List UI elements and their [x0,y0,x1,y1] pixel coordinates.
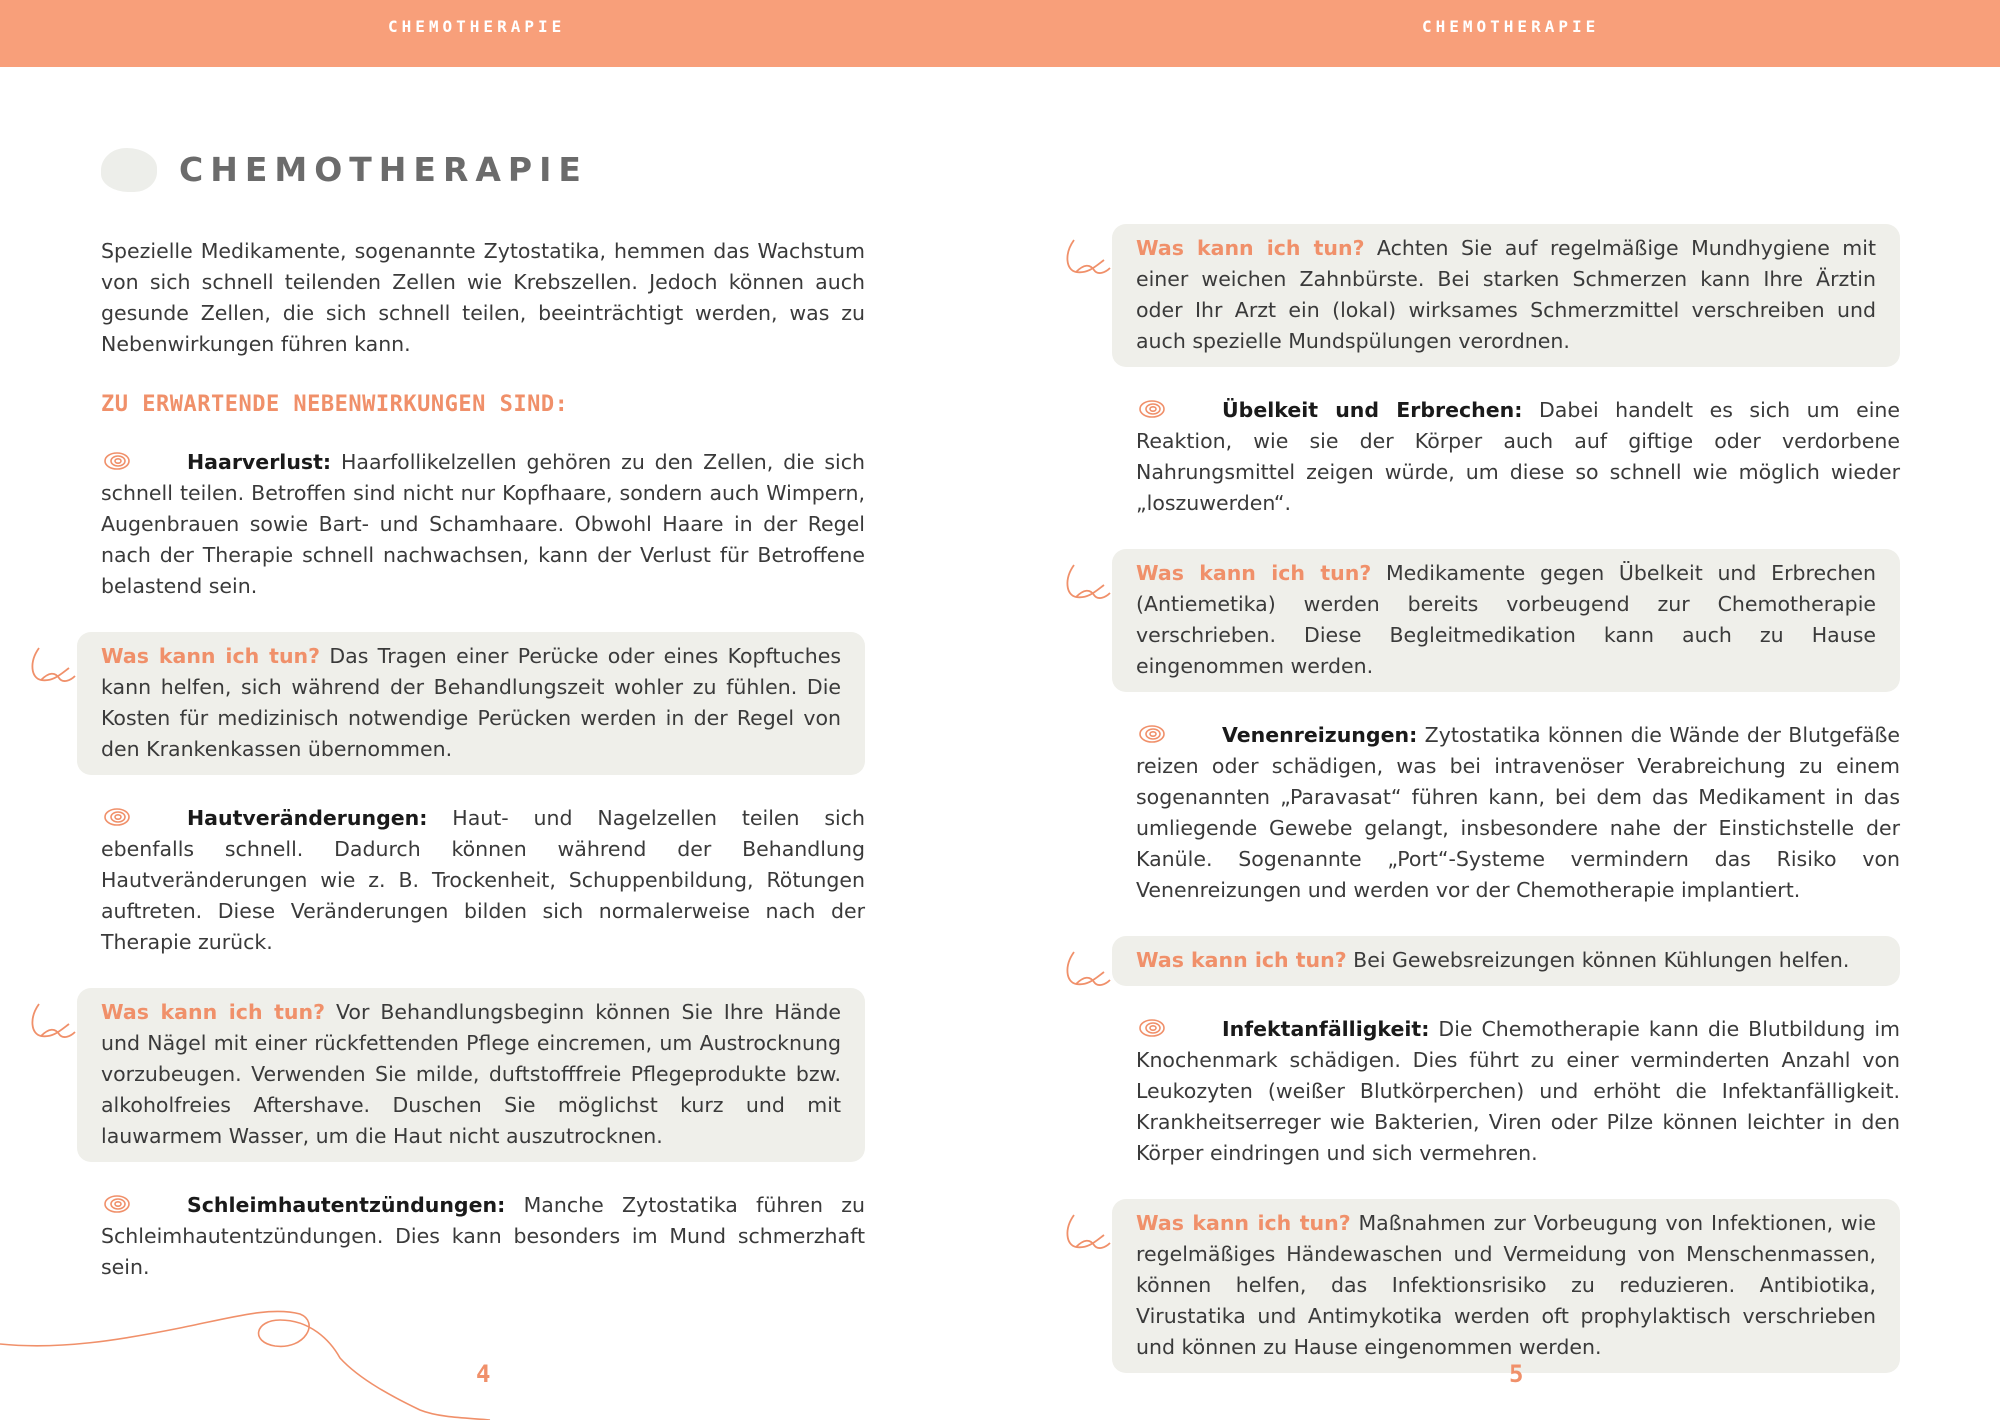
swirl-icon [101,450,133,472]
side-effect-uebelkeit [1136,395,1900,519]
tip-label: Was kann ich tun? [101,644,321,668]
side-effect-label: Hautveränderungen: [187,806,428,830]
side-effect-schleimhaut [101,1190,865,1283]
side-effect-infekt [1136,1014,1900,1169]
header-bar [0,0,2000,67]
title-blob-icon [101,148,157,192]
side-effect-label: Übelkeit und Erbrechen: [1222,398,1523,422]
decorative-wave-icon [0,1280,700,1420]
tip-label: Was kann ich tun? [1136,1211,1351,1235]
swirl-icon [1136,1017,1168,1039]
side-effect-haarverlust [101,447,865,602]
tip-text: Vor Behandlungsbeginn können Sie Ihre Hände und Nägel mit einer rückfettenden Pflege eincremen, um Austrocknung vorzubeugen. Verwenden Sie milde, duftstofffreie Pflegeprodukte bzw. alkoholfreies Aftershave. Duschen Sie möglichst kurz und mit lauwarmem Wasser, um die Haut nicht auszutrocknen. [101,1000,842,1148]
tip-text: Medikamente gegen Übelkeit und Erbrechen (Antiemetika) werden bereits vorbeugend zur Chemotherapie verschrieben. Diese Begleitmedikation kann auch zu Hause eingenommen werden. [1136,561,1877,678]
swirl-icon [1136,723,1168,745]
side-effect-text: Dabei handelt es sich um eine Reaktion, wie sie der Körper auch auf giftige oder verdorbene Nahrungsmittel zeigen würde, um diese so schnell wie möglich wieder „loszuwerden“. [1136,398,1900,515]
side-effect-venen [1136,720,1900,906]
pen-doodle-icon [1060,1209,1112,1257]
tip-box [1112,549,1900,692]
swirl-icon [101,806,133,828]
side-effect-text: Haarfollikelzellen gehören zu den Zellen, die sich schnell teilen. Betroffen sind nicht nur Kopfhaare, sondern auch Wimpern, Augenbrauen sowie Bart- und Schamhaare. Obwohl Haare in der Regel nach der Therapie schnell nachwachsen, kann der Verlust für Betroffene belastend sein. [101,450,865,598]
page-number-left: 4 [476,1360,491,1388]
tip-label: Was kann ich tun? [1136,236,1365,260]
side-effect-label: Haarverlust: [187,450,332,474]
tip-box [77,632,865,775]
title-row [101,140,865,210]
tip-box [77,988,865,1162]
tip-label: Was kann ich tun? [1136,948,1347,972]
tip-text: Bei Gewebsreizungen können Kühlungen helfen. [1346,948,1850,972]
running-header-right: CHEMOTHERAPIE [1422,17,1600,36]
swirl-icon [1136,398,1168,420]
right-page [1136,224,1900,1401]
tip-text: Das Tragen einer Perücke oder eines Kopftuches kann helfen, sich während der Behandlungszeit wohler zu fühlen. Die Kosten für medizinisch notwendige Perücken werden in der Regel von den Krankenkassen übernommen. [101,644,841,761]
tip-box [1112,936,1900,986]
tip-box [1112,1199,1900,1373]
pen-doodle-icon [25,642,77,690]
tip-label: Was kann ich tun? [1136,561,1372,585]
side-effect-label: Infektanfälligkeit: [1222,1017,1430,1041]
side-effects-subheading: ZU ERWARTENDE NEBENWIRKUNGEN SIND: [101,392,569,417]
pen-doodle-icon [1060,946,1112,994]
tip-text: Achten Sie auf regelmäßige Mundhygiene mit einer weichen Zahnbürste. Bei starken Schmerzen kann Ihre Ärztin oder Ihr Arzt ein (lokal) wirksames Schmerzmittel verschreiben und auch spezielle Mundspülungen verordnen. [1136,236,1876,353]
pen-doodle-icon [1060,234,1112,282]
side-effect-text: Haut- und Nagelzellen teilen sich ebenfalls schnell. Dadurch können während der Behandlung Hautveränderungen wie z. B. Trockenheit, Schuppenbildung, Rötungen auftreten. Diese Veränderungen bilden sich normalerweise nach der Therapie zurück. [101,806,865,954]
side-effect-text: Zytostatika können die Wände der Blutgefäße reizen oder schädigen, was bei intravenöser Verabreichung zu einem sogenannten „Paravasat“ führen kann, bei dem das Medikament in das umliegende Gewebe gelangt, insbesondere nahe der Einstichstelle der Kanüle. Sogenannte „Port“-Systeme vermindern das Risiko von Venenreizungen und werden vor der Chemotherapie implantiert. [1136,723,1900,902]
side-effect-label: Venenreizungen: [1222,723,1418,747]
tip-box [1112,224,1900,367]
side-effect-text: Die Chemotherapie kann die Blutbildung im Knochenmark schädigen. Dies führt zu einer verminderten Anzahl von Leukozyten (weißer Blutkörperchen) und erhöht die Infektanfälligkeit. Krankheitserreger wie Bakterien, Viren oder Pilze können leichter in den Körper eindringen und sich vermehren. [1136,1017,1900,1165]
tip-text: Maßnahmen zur Vorbeugung von Infektionen, wie regelmäßiges Händewaschen und Vermeidung von Menschenmassen, können helfen, das Infektionsrisiko zu reduzieren. Antibiotika, Virustatika und Antimykotika werden oft prophylaktisch verschrieben und können zu Hause eingenommen werden. [1136,1211,1877,1359]
pen-doodle-icon [1060,559,1112,607]
running-header-left: CHEMOTHERAPIE [388,17,566,36]
tip-label: Was kann ich tun? [101,1000,326,1024]
side-effect-label: Schleimhautentzündungen: [187,1193,506,1217]
pen-doodle-icon [25,998,77,1046]
page-number-right: 5 [1509,1360,1524,1388]
page-title: CHEMOTHERAPIE [179,150,588,189]
swirl-icon [101,1193,133,1215]
side-effect-haut [101,803,865,958]
side-effect-text: Manche Zytostatika führen zu Schleimhautentzündungen. Dies kann besonders im Mund schmerzhaft sein. [101,1193,865,1279]
intro-paragraph: Spezielle Medikamente, sogenannte Zytostatika, hemmen das Wachstum von sich schnell teilenden Zellen wie Krebszellen. Jedoch können auch gesunde Zellen, die sich schnell teilen, beeinträchtigt werden, was zu Nebenwirkungen führen kann. [101,239,865,356]
left-page [101,140,865,1313]
